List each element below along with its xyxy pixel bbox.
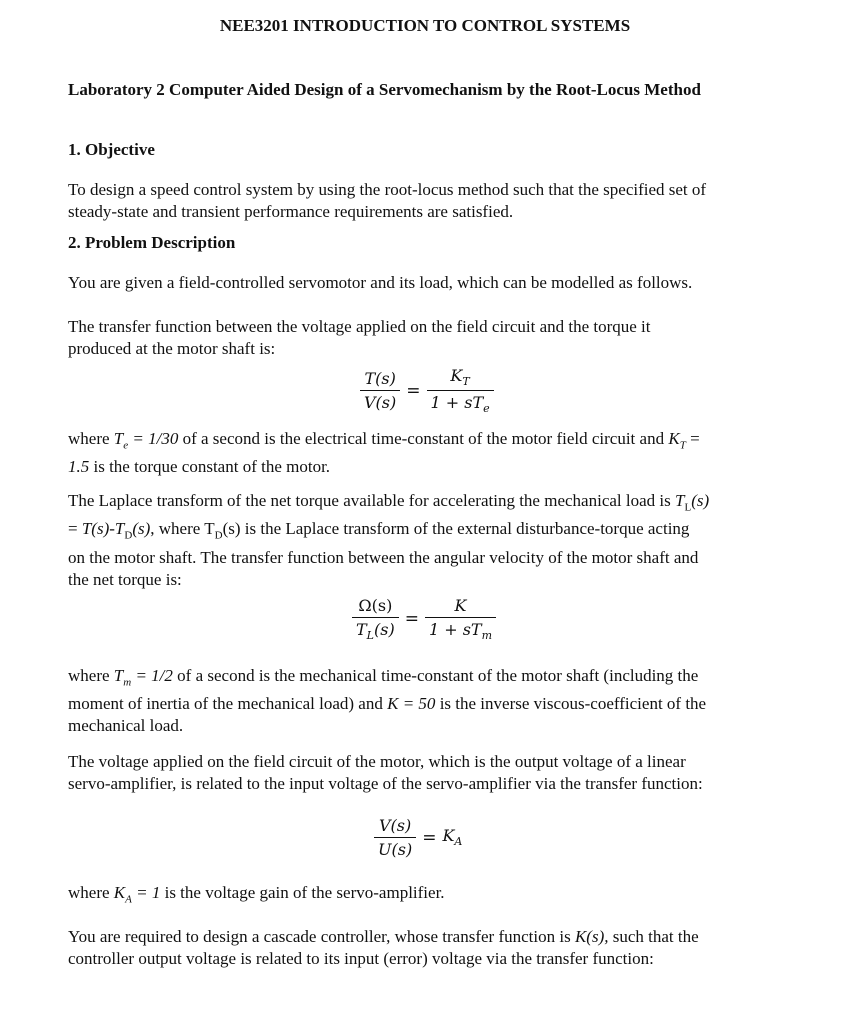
objective-heading: 1. Objective: [68, 140, 155, 159]
lab-title: Laboratory 2 Computer Aided Design of a Servomechanism by the Root-Locus Method: [68, 80, 701, 99]
objective-text: To design a speed control system by using the root-locus method such that the specified set of steady-state and transient performance requirements are satisfied.: [68, 180, 707, 221]
course-title: NEE3201 INTRODUCTION TO CONTROL SYSTEMS: [219, 16, 631, 35]
laplace-text: The Laplace transform of the net torque available for accelerating the mechanical load is $T_L(s)$ = $T(s)-T_D(s)$, where $T_D(s)$ is the Laplace transform of the external disturbance-torque acting on the motor shaft. The transfer function between the angular velocity of the motor shaft and the net torque is:: [68, 491, 710, 589]
where-te-text: where $T_e = 1/30$ of a second is the electrical time-constant of the motor field circuit and $K_T$ = 1.5 is the torque constant of the motor.: [68, 429, 700, 477]
tf1-text: The transfer function between the voltage applied on the field circuit and the torque it produced at the motor shaft is:: [68, 317, 651, 358]
where-tm-text: where $T_m = 1/2$ of a second is the mechanical time-constant of the motor shaft (including the moment of inertia of the mechanical load) and K = 50 is the inverse viscous-coefficient of the mechanical load.: [68, 666, 707, 736]
problem-intro: You are given a field-controlled servomotor and its load, which can be modelled as follows.: [68, 273, 693, 292]
equation-shaft-tf: $\frac{\Omega(s)}{T_L(s)}$ = $\frac{K}{1 + sT_m}$: [352, 596, 496, 642]
equation-amplifier-tf: $\frac{V(s)}{U(s)}$ = $K_A$: [374, 816, 462, 859]
equation-torque-tf: $\frac{T(s)}{V(s)}$ = $\frac{K_T}{1 + sT_e}$: [360, 366, 494, 415]
problem-heading: 2. Problem Description: [68, 233, 236, 252]
controller-text: You are required to design a cascade controller, whose transfer function is K(s), such that the controller output voltage is related to its input (error) voltage via the transfer function:: [68, 927, 699, 968]
where-ka-text: where $K_A = 1$ is the voltage gain of the servo-amplifier.: [68, 883, 445, 906]
amplifier-text: The voltage applied on the field circuit of the motor, which is the output voltage of a linear servo-amplifier, is related to the input voltage of the servo-amplifier via the transfer function:: [68, 752, 703, 793]
